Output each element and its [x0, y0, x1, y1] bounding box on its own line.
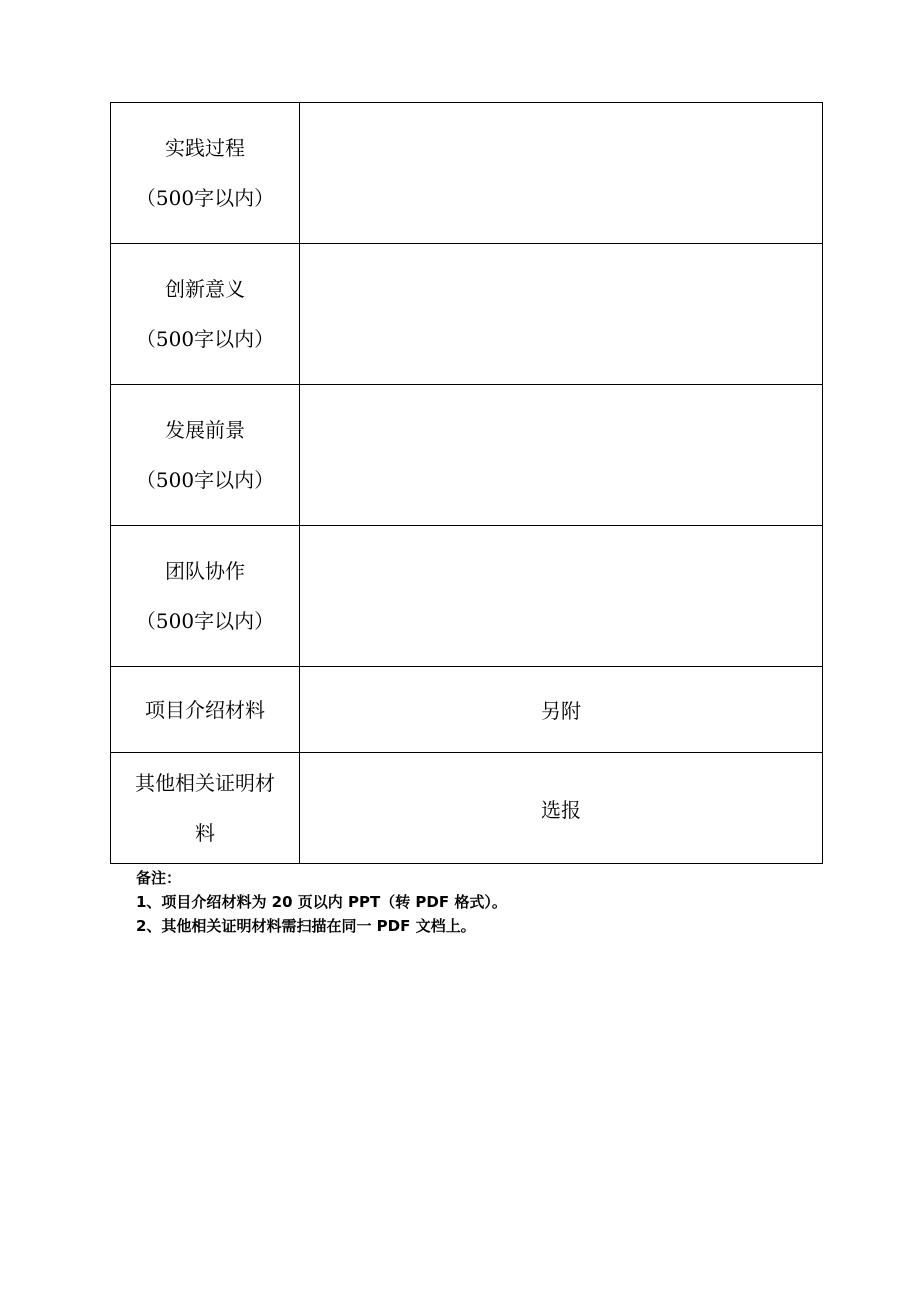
- row-label: 实践过程: [165, 136, 245, 160]
- row-label: 发展前景: [165, 418, 245, 442]
- value-cell-supporting-documents: 选报: [300, 753, 823, 864]
- table-row-development-prospects: [111, 385, 823, 526]
- row-word-limit: （500字以内）: [135, 327, 275, 351]
- input-cell-practice-process[interactable]: [300, 103, 823, 244]
- value-cell-project-materials: 另附: [300, 667, 823, 753]
- label-cell-development-prospects: [111, 385, 300, 526]
- row-label-continued: 料: [195, 821, 215, 845]
- label-cell-practice-process: [111, 103, 300, 244]
- table-row-innovation-significance: [111, 244, 823, 385]
- label-cell-innovation-significance: [111, 244, 300, 385]
- notes-title: 备注：: [136, 869, 182, 887]
- row-label: 其他相关证明材: [135, 771, 275, 795]
- label-cell-team-collaboration: [111, 526, 300, 667]
- notes-section: [136, 866, 507, 938]
- table-row-practice-process: [111, 103, 823, 244]
- row-label: 团队协作: [165, 559, 245, 583]
- input-cell-innovation-significance[interactable]: [300, 244, 823, 385]
- input-cell-development-prospects[interactable]: [300, 385, 823, 526]
- application-form-table: [110, 102, 823, 864]
- table-row-project-materials: [111, 667, 823, 753]
- input-cell-team-collaboration[interactable]: [300, 526, 823, 667]
- row-word-limit: （500字以内）: [135, 468, 275, 492]
- row-word-limit: （500字以内）: [135, 609, 275, 633]
- table-row-team-collaboration: [111, 526, 823, 667]
- row-label: 创新意义: [165, 277, 245, 301]
- row-word-limit: （500字以内）: [135, 186, 275, 210]
- row-label: 项目介绍材料: [145, 697, 265, 722]
- note-item: 1、项目介绍材料为 20 页以内 PPT（转 PDF 格式）。: [136, 893, 507, 911]
- label-cell-project-materials: [111, 667, 300, 753]
- table-row-supporting-documents: [111, 753, 823, 864]
- label-cell-supporting-documents: [111, 753, 300, 864]
- note-item: 2、其他相关证明材料需扫描在同一 PDF 文档上。: [136, 917, 476, 935]
